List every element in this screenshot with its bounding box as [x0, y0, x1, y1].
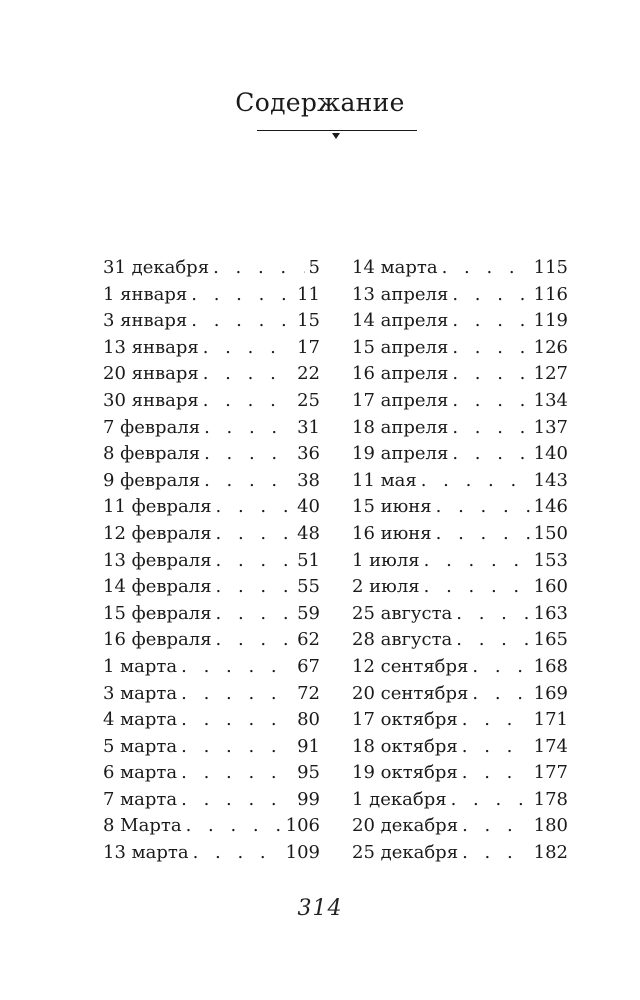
toc-dot-leader — [452, 282, 529, 309]
page-title: Содержание — [235, 88, 405, 117]
toc-entry-label: 16 апреля — [352, 363, 449, 385]
toc-entry[interactable] — [103, 734, 320, 761]
toc-entry[interactable] — [103, 548, 320, 575]
toc-entry-label: 1 июля — [352, 549, 420, 571]
toc-entry-page: 126 — [533, 336, 568, 358]
toc-dot-leader — [452, 335, 529, 362]
toc-dot-leader — [452, 415, 529, 442]
toc-entry-page: 109 — [285, 842, 320, 864]
toc-entry[interactable] — [103, 707, 320, 734]
toc-entry-page: 137 — [533, 416, 568, 438]
toc-entry[interactable] — [103, 681, 320, 708]
toc-dot-leader — [436, 494, 530, 521]
toc-entry-page: 55 — [297, 576, 320, 598]
toc-dot-leader — [193, 840, 282, 867]
toc-entry-page: 115 — [533, 257, 568, 278]
toc-entry[interactable] — [103, 335, 320, 362]
toc-entry-label: 18 апреля — [352, 416, 449, 438]
toc-dot-leader — [216, 627, 294, 654]
toc-entry-label: 9 февраля — [103, 469, 201, 491]
toc-entry-page: 22 — [297, 363, 320, 385]
toc-entry[interactable] — [103, 627, 320, 654]
toc-entry[interactable] — [352, 255, 568, 282]
toc-entry-page: 25 — [297, 389, 320, 411]
toc-entry-label: 31 декабря — [103, 257, 210, 278]
toc-entry-page: 38 — [297, 469, 320, 491]
toc-entry-page: 143 — [533, 469, 568, 491]
toc-entry-page: 5 — [308, 257, 320, 278]
toc-entry-page: 99 — [297, 788, 320, 810]
toc-entry-label: 20 декабря — [352, 815, 459, 837]
toc-entry[interactable] — [352, 548, 568, 575]
toc-dot-leader — [462, 840, 530, 867]
toc-entry[interactable] — [352, 734, 568, 761]
toc-entry-page: 163 — [533, 602, 568, 624]
toc-dot-leader — [472, 681, 529, 708]
toc-dot-leader — [216, 521, 294, 548]
toc-dot-leader — [452, 361, 529, 388]
toc-dot-leader — [204, 468, 293, 495]
toc-entry-page: 146 — [533, 496, 568, 518]
toc-entry[interactable] — [103, 521, 320, 548]
toc-entry[interactable] — [352, 840, 568, 867]
toc-dot-leader — [181, 734, 293, 761]
toc-entry[interactable] — [352, 282, 568, 309]
toc-dot-leader — [452, 308, 529, 335]
toc-dot-leader — [216, 548, 294, 575]
toc-entry-label: 7 марта — [103, 788, 178, 810]
toc-entry[interactable] — [352, 308, 568, 335]
toc-entry[interactable] — [352, 654, 568, 681]
toc-entry[interactable] — [103, 574, 320, 601]
toc-entry-page: 95 — [297, 762, 320, 784]
toc-entry-label: 15 июня — [352, 496, 432, 518]
toc-dot-leader — [421, 468, 530, 495]
toc-entry-label: 3 марта — [103, 682, 178, 704]
toc-entry-label: 14 апреля — [352, 310, 449, 332]
toc-entry[interactable] — [103, 787, 320, 814]
toc-entry[interactable] — [103, 760, 320, 787]
toc-entry-label: 30 января — [103, 389, 199, 411]
toc-entry[interactable] — [103, 840, 320, 867]
toc-entry-label: 19 апреля — [352, 443, 449, 465]
toc-entry[interactable] — [103, 468, 320, 495]
toc-entry-page: 168 — [533, 655, 568, 677]
toc-entry-page: 11 — [297, 283, 320, 305]
toc-entry-label: 1 декабря — [352, 788, 447, 810]
toc-entry[interactable] — [103, 813, 320, 840]
toc-column-left — [103, 255, 320, 867]
toc-entry-label: 1 марта — [103, 655, 178, 677]
toc-entry[interactable] — [352, 627, 568, 654]
toc-column-right — [352, 255, 568, 867]
toc-entry-page: 127 — [533, 363, 568, 385]
toc-dot-leader — [204, 415, 293, 442]
toc-dot-leader — [436, 521, 530, 548]
toc-entry-page: 91 — [297, 735, 320, 757]
toc-entry[interactable] — [352, 707, 568, 734]
toc-entry-page: 150 — [533, 522, 568, 544]
toc-dot-leader — [191, 308, 293, 335]
toc-entry-label: 15 апреля — [352, 336, 449, 358]
toc-entry-label: 3 января — [103, 310, 188, 332]
toc-entry-label: 17 апреля — [352, 389, 449, 411]
toc-entry-label: 25 августа — [352, 602, 453, 624]
toc-entry-label: 14 февраля — [103, 576, 212, 598]
divider-ornament-icon — [332, 133, 340, 139]
toc-entry-page: 51 — [297, 549, 320, 571]
toc-entry[interactable] — [103, 388, 320, 415]
toc-dot-leader — [451, 787, 530, 814]
toc-entry[interactable] — [103, 441, 320, 468]
toc-entry[interactable] — [352, 601, 568, 628]
toc-entry[interactable] — [352, 388, 568, 415]
toc-dot-leader — [462, 734, 530, 761]
toc-entry[interactable] — [352, 441, 568, 468]
toc-entry-label: 17 октября — [352, 709, 458, 731]
toc-entry-label: 12 сентября — [352, 655, 469, 677]
toc-entry-page: 40 — [297, 496, 320, 518]
toc-entry-page: 119 — [533, 310, 568, 332]
toc-entry-label: 2 июля — [352, 576, 420, 598]
toc-dot-leader — [213, 255, 304, 282]
toc-dot-leader — [216, 601, 294, 628]
toc-entry-page: 177 — [533, 762, 568, 784]
page-number: 314 — [297, 896, 343, 921]
toc-entry-label: 4 марта — [103, 709, 178, 731]
toc-entry-label: 11 мая — [352, 469, 417, 491]
toc-entry-page: 62 — [297, 629, 320, 651]
toc-dot-leader — [424, 548, 530, 575]
toc-dot-leader — [181, 654, 293, 681]
toc-entry-page: 140 — [533, 443, 568, 465]
toc-entry-label: 14 марта — [352, 257, 438, 278]
toc-dot-leader — [462, 760, 530, 787]
toc-entry[interactable] — [352, 521, 568, 548]
toc-entry-page: 67 — [297, 655, 320, 677]
toc-entry-label: 20 сентября — [352, 682, 469, 704]
toc-entry-page: 80 — [297, 709, 320, 731]
toc-dot-leader — [216, 494, 294, 521]
toc-entry-label: 8 февраля — [103, 443, 201, 465]
toc-dot-leader — [203, 335, 293, 362]
toc-entry-label: 20 января — [103, 363, 199, 385]
toc-entry-page: 72 — [297, 682, 320, 704]
toc-entry[interactable] — [103, 361, 320, 388]
toc-dot-leader — [181, 787, 293, 814]
toc-entry-page: 134 — [533, 389, 568, 411]
toc-entry[interactable] — [103, 415, 320, 442]
toc-entry-label: 16 февраля — [103, 629, 212, 651]
toc-entry-label: 19 октября — [352, 762, 458, 784]
toc-entry[interactable] — [103, 255, 320, 282]
toc-dot-leader — [203, 388, 293, 415]
toc-entry[interactable] — [352, 415, 568, 442]
toc-entry[interactable] — [352, 361, 568, 388]
toc-entry[interactable] — [103, 282, 320, 309]
toc-entry[interactable] — [352, 468, 568, 495]
toc-entry-label: 13 апреля — [352, 283, 449, 305]
toc-dot-leader — [204, 441, 293, 468]
toc-entry-label: 13 марта — [103, 842, 189, 864]
toc-dot-leader — [442, 255, 530, 282]
toc-entry[interactable] — [352, 760, 568, 787]
toc-dot-leader — [181, 681, 293, 708]
toc-entry-label: 15 февраля — [103, 602, 212, 624]
toc-entry-page: 165 — [533, 629, 568, 651]
toc-entry-page: 169 — [533, 682, 568, 704]
toc-entry-page: 59 — [297, 602, 320, 624]
toc-entry-page: 116 — [533, 283, 568, 305]
toc-entry-page: 182 — [533, 842, 568, 864]
toc-entry-label: 18 октября — [352, 735, 458, 757]
toc-entry-page: 31 — [297, 416, 320, 438]
toc-entry[interactable] — [352, 813, 568, 840]
toc-entry[interactable] — [103, 494, 320, 521]
title-divider — [257, 130, 417, 131]
toc-entry[interactable] — [352, 494, 568, 521]
toc-dot-leader — [191, 282, 293, 309]
toc-entry[interactable] — [103, 601, 320, 628]
toc-entry-page: 15 — [297, 310, 320, 332]
toc-dot-leader — [452, 441, 529, 468]
toc-entry-page: 180 — [533, 815, 568, 837]
toc-dot-leader — [472, 654, 529, 681]
toc-entry-page: 171 — [533, 709, 568, 731]
toc-entry-page: 48 — [297, 522, 320, 544]
toc-entry-page: 160 — [533, 576, 568, 598]
toc-entry-page: 178 — [533, 788, 568, 810]
toc-dot-leader — [203, 361, 293, 388]
toc-entry-label: 16 июня — [352, 522, 432, 544]
toc-entry-label: 7 февраля — [103, 416, 201, 438]
toc-entry-page: 36 — [297, 443, 320, 465]
toc-entry-label: 11 февраля — [103, 496, 212, 518]
toc-entry[interactable] — [103, 654, 320, 681]
toc-entry-page: 106 — [285, 815, 320, 837]
toc-entry-label: 12 февраля — [103, 522, 212, 544]
toc-dot-leader — [456, 627, 529, 654]
toc-entry[interactable] — [352, 681, 568, 708]
toc-dot-leader — [462, 707, 530, 734]
toc-dot-leader — [186, 813, 282, 840]
toc-entry[interactable] — [352, 335, 568, 362]
toc-entry-page: 174 — [533, 735, 568, 757]
toc-dot-leader — [456, 601, 529, 628]
toc-entry[interactable] — [352, 787, 568, 814]
toc-entry-label: 1 января — [103, 283, 188, 305]
toc-dot-leader — [181, 760, 293, 787]
toc-entry-label: 13 января — [103, 336, 199, 358]
toc-entry-label: 6 марта — [103, 762, 178, 784]
toc-entry-label: 8 Марта — [103, 815, 182, 837]
toc-entry[interactable] — [103, 308, 320, 335]
toc-entry-page: 153 — [533, 549, 568, 571]
toc-entry-label: 5 марта — [103, 735, 178, 757]
toc-entry-label: 13 февраля — [103, 549, 212, 571]
toc-entry-label: 25 декабря — [352, 842, 459, 864]
toc-dot-leader — [452, 388, 529, 415]
toc-entry-label: 28 августа — [352, 629, 453, 651]
toc-dot-leader — [462, 813, 530, 840]
toc-entry-page: 17 — [297, 336, 320, 358]
toc-entry[interactable] — [352, 574, 568, 601]
toc-dot-leader — [181, 707, 293, 734]
toc-dot-leader — [424, 574, 530, 601]
toc-dot-leader — [216, 574, 294, 601]
